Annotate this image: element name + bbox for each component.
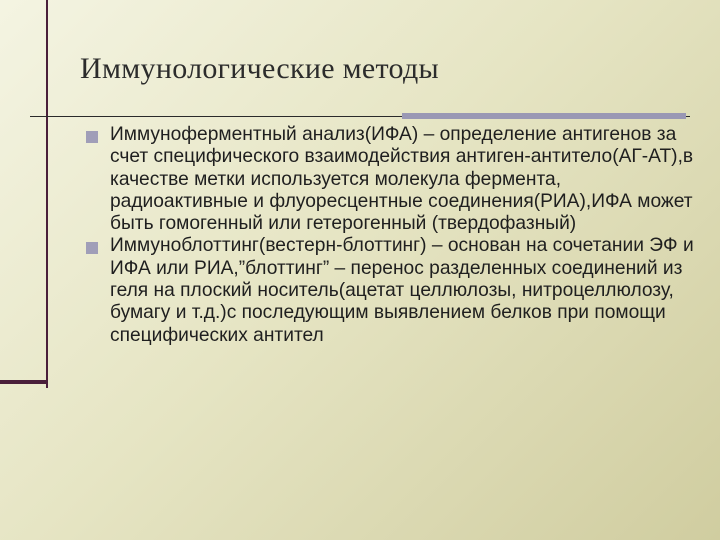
- bullet-text: Иммуноферментный анализ(ИФА) – определение антигенов за счет специфического взаимодействия антиген-антитело(АГ-АТ),в качестве метки используется молекула фермента, радиоактивные и флуоресцентные соединения(РИА),ИФА может быть гомогенный или гетерогенный (твердофазный): [110, 124, 694, 235]
- square-bullet-icon: [86, 131, 98, 143]
- vertical-accent-line: [46, 0, 48, 388]
- slide-title: Иммунологические методы: [80, 52, 440, 85]
- bullet-item: [82, 124, 697, 235]
- title-accent-bar: [402, 113, 686, 119]
- bullet-list: [82, 124, 697, 347]
- bullet-text: Иммуноблоттинг(вестерн-блоттинг) – основан на сочетании ЭФ и ИФА или РИА,”блоттинг” – перенос разделенных соединений из геля на плоский носитель(ацетат целлюлозы, нитроцеллюлозу, бумагу и т.д.)с последующим выявлением белков при помощи специфических антител: [110, 235, 694, 346]
- bullet-item: [82, 235, 697, 346]
- square-bullet-icon: [86, 242, 98, 254]
- horizontal-accent-mark: [0, 380, 48, 384]
